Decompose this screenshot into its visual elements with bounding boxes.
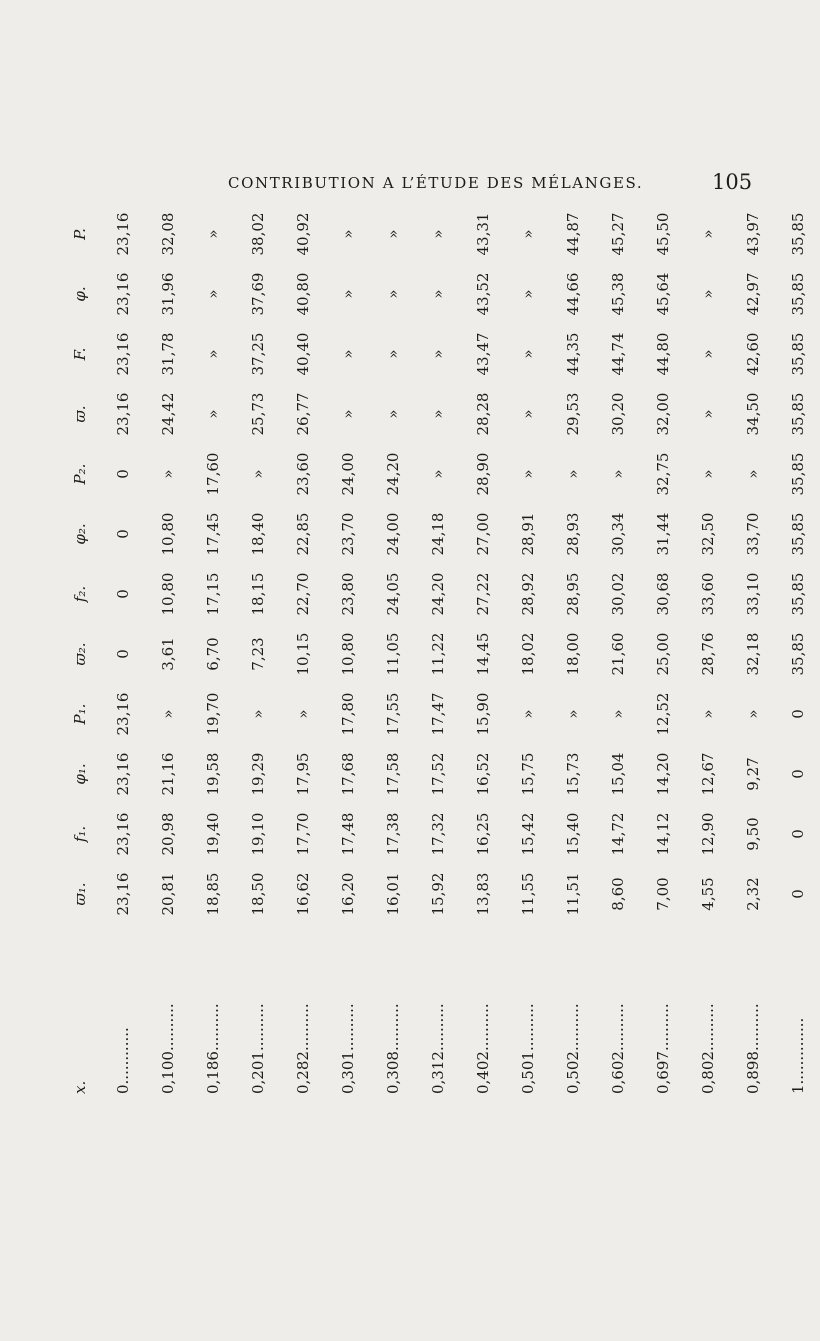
table-cell: 17,55	[383, 692, 402, 736]
table-cell: 45,27	[608, 212, 627, 256]
data-table	[60, 198, 807, 1098]
table-row	[325, 198, 370, 1098]
table-cell: 12,52	[653, 692, 672, 736]
table-cell: 23,80	[338, 572, 357, 616]
table-header-row	[60, 198, 100, 1098]
table-cell: »	[338, 409, 357, 419]
table-cell: 23,16	[113, 212, 132, 256]
table-cell: 22,70	[293, 572, 312, 616]
table-cell: 24,20	[383, 452, 402, 496]
row-label: 1..............	[788, 1017, 807, 1094]
column-header: F.	[71, 347, 89, 361]
table-cell: 15,92	[428, 872, 447, 916]
row-label: 0,402..........	[473, 1003, 492, 1094]
table-row	[370, 198, 415, 1098]
table-cell: 18,40	[248, 512, 267, 556]
table-cell: 32,08	[158, 212, 177, 256]
table-cell: 29,53	[563, 392, 582, 436]
table-cell: 16,62	[293, 872, 312, 916]
table-cell: 16,25	[473, 812, 492, 856]
table-cell: 27,00	[473, 512, 492, 556]
table-cell: 24,00	[383, 512, 402, 556]
table-cell: »	[248, 469, 267, 479]
table-row	[100, 198, 145, 1098]
row-label: 0,201..........	[248, 1003, 267, 1094]
table-cell: 45,38	[608, 272, 627, 316]
table-row	[595, 198, 640, 1098]
table-cell: 40,92	[293, 212, 312, 256]
table-cell: 44,74	[608, 332, 627, 376]
row-label: 0,697..........	[653, 1003, 672, 1094]
table-cell: 24,05	[383, 572, 402, 616]
table-cell: »	[293, 709, 312, 719]
table-cell: 18,02	[518, 632, 537, 676]
table-cell: 28,76	[698, 632, 717, 676]
table-row	[415, 198, 460, 1098]
table-cell: »	[338, 289, 357, 299]
table-cell: 9,50	[743, 817, 762, 851]
table-cell: 17,80	[338, 692, 357, 736]
table-cell: 30,20	[608, 392, 627, 436]
table-cell: »	[428, 409, 447, 419]
table-cell: 26,77	[293, 392, 312, 436]
table-cell: 43,97	[743, 212, 762, 256]
column-header: ϖ₁.	[71, 882, 89, 906]
table-cell: »	[158, 469, 177, 479]
table-cell: 19,10	[248, 812, 267, 856]
table-cell: 28,92	[518, 572, 537, 616]
row-label: 0,308..........	[383, 1003, 402, 1094]
table-cell: 43,47	[473, 332, 492, 376]
table-cell: 35,85	[788, 272, 807, 316]
column-header: P₂.	[71, 463, 89, 485]
table-cell: 4,55	[698, 877, 717, 911]
table-cell: »	[608, 709, 627, 719]
table-cell: 19,70	[203, 692, 222, 736]
table-row	[460, 198, 505, 1098]
table-cell: »	[698, 709, 717, 719]
table-cell: 43,52	[473, 272, 492, 316]
table-cell: 17,60	[203, 452, 222, 496]
table-cell: 17,45	[203, 512, 222, 556]
table-cell: »	[203, 349, 222, 359]
table-cell: 35,85	[788, 632, 807, 676]
running-title: CONTRIBUTION A L’ÉTUDE DES MÉLANGES.	[228, 174, 644, 192]
table-cell: 17,48	[338, 812, 357, 856]
table-cell: 24,42	[158, 392, 177, 436]
table-cell: 16,01	[383, 872, 402, 916]
table-cell: »	[518, 229, 537, 239]
table-cell: 28,95	[563, 572, 582, 616]
table-cell: 11,51	[563, 872, 582, 916]
table-cell: 24,20	[428, 572, 447, 616]
row-label: 0,501..........	[518, 1003, 537, 1094]
table-cell: »	[203, 289, 222, 299]
table-cell: 15,90	[473, 692, 492, 736]
row-label: 0,186..........	[203, 1003, 222, 1094]
table-cell: 19,58	[203, 752, 222, 796]
row-label: 0,602..........	[608, 1003, 627, 1094]
table-cell: 31,44	[653, 512, 672, 556]
table-cell: 28,91	[518, 512, 537, 556]
table-cell: »	[383, 229, 402, 239]
table-cell: 45,50	[653, 212, 672, 256]
table-cell: 0	[113, 649, 132, 659]
table-cell: 17,58	[383, 752, 402, 796]
table-row	[550, 198, 595, 1098]
table-cell: »	[698, 349, 717, 359]
table-cell: 42,97	[743, 272, 762, 316]
table-cell: »	[518, 289, 537, 299]
table-cell: 32,00	[653, 392, 672, 436]
table-cell: »	[338, 349, 357, 359]
table-cell: 7,23	[248, 637, 267, 671]
table-cell: 43,31	[473, 212, 492, 256]
table-cell: 23,16	[113, 872, 132, 916]
table-cell: »	[743, 709, 762, 719]
page-header	[0, 170, 800, 200]
table-cell: 0	[788, 769, 807, 779]
table-cell: 35,85	[788, 392, 807, 436]
table-cell: 35,85	[788, 572, 807, 616]
table-cell: 28,93	[563, 512, 582, 556]
table-cell: »	[518, 409, 537, 419]
table-row	[640, 198, 685, 1098]
table-cell: »	[428, 469, 447, 479]
table-cell: »	[518, 709, 537, 719]
row-label: 0............	[113, 1027, 132, 1094]
table-cell: »	[383, 289, 402, 299]
table-cell: »	[158, 709, 177, 719]
table-cell: 19,40	[203, 812, 222, 856]
table-cell: »	[608, 469, 627, 479]
column-header: P.	[71, 228, 89, 240]
table-cell: 20,98	[158, 812, 177, 856]
table-cell: 38,02	[248, 212, 267, 256]
table-cell: 28,28	[473, 392, 492, 436]
column-header: P₁.	[71, 703, 89, 725]
table-cell: »	[743, 469, 762, 479]
table-cell: 17,15	[203, 572, 222, 616]
table-row	[145, 198, 190, 1098]
table-cell: 12,67	[698, 752, 717, 796]
table-cell: 33,10	[743, 572, 762, 616]
table-cell: 40,40	[293, 332, 312, 376]
table-cell: »	[383, 349, 402, 359]
table-cell: »	[563, 469, 582, 479]
table-cell: 30,68	[653, 572, 672, 616]
table-cell: 23,16	[113, 272, 132, 316]
table-cell: 6,70	[203, 637, 222, 671]
row-label: 0,802..........	[698, 1003, 717, 1094]
table-cell: 31,96	[158, 272, 177, 316]
table-cell: 45,64	[653, 272, 672, 316]
table-cell: 18,15	[248, 572, 267, 616]
table-cell: 8,60	[608, 877, 627, 911]
table-cell: 14,45	[473, 632, 492, 676]
table-cell: 30,34	[608, 512, 627, 556]
table-row	[280, 198, 325, 1098]
table-cell: 13,83	[473, 872, 492, 916]
table-cell: »	[203, 409, 222, 419]
table-cell: 35,85	[788, 512, 807, 556]
table-cell: 37,69	[248, 272, 267, 316]
table-cell: »	[428, 289, 447, 299]
table-cell: 40,80	[293, 272, 312, 316]
table-cell: 16,52	[473, 752, 492, 796]
row-label: 0,282..........	[293, 1003, 312, 1094]
table-cell: 21,16	[158, 752, 177, 796]
table-cell: 20,81	[158, 872, 177, 916]
table-cell: 22,85	[293, 512, 312, 556]
table-cell: 24,18	[428, 512, 447, 556]
table-cell: 23,60	[293, 452, 312, 496]
table-cell: 10,15	[293, 632, 312, 676]
table-cell: 23,16	[113, 692, 132, 736]
table-cell: »	[698, 289, 717, 299]
table-cell: 0	[788, 709, 807, 719]
column-header: x.	[71, 1080, 89, 1094]
table-cell: 18,50	[248, 872, 267, 916]
row-label: 0,301..........	[338, 1003, 357, 1094]
table-cell: 30,02	[608, 572, 627, 616]
table-body	[100, 198, 820, 1098]
table-cell: 17,68	[338, 752, 357, 796]
table-cell: 33,60	[698, 572, 717, 616]
table-cell: 2,32	[743, 877, 762, 911]
table-cell: 0	[788, 889, 807, 899]
table-cell: 11,05	[383, 632, 402, 676]
table-cell: »	[383, 409, 402, 419]
table-cell: 0	[788, 829, 807, 839]
table-cell: 18,85	[203, 872, 222, 916]
row-label: 0,898..........	[743, 1003, 762, 1094]
column-header: φ₁.	[71, 763, 89, 785]
table-cell: 17,95	[293, 752, 312, 796]
table-cell: 15,73	[563, 752, 582, 796]
page-number: 105	[712, 170, 753, 194]
table-row	[775, 198, 820, 1098]
table-cell: 3,61	[158, 637, 177, 671]
table-cell: 25,73	[248, 392, 267, 436]
table-cell: 17,47	[428, 692, 447, 736]
table-cell: 23,16	[113, 392, 132, 436]
row-label: 0,312..........	[428, 1003, 447, 1094]
table-cell: 24,00	[338, 452, 357, 496]
table-cell: 23,16	[113, 752, 132, 796]
table-cell: 17,38	[383, 812, 402, 856]
table-cell: 15,40	[563, 812, 582, 856]
table-cell: 0	[113, 589, 132, 599]
table-cell: 14,72	[608, 812, 627, 856]
column-header: φ₂.	[71, 523, 89, 545]
table-cell: 0	[113, 469, 132, 479]
table-cell: 44,80	[653, 332, 672, 376]
table-cell: 10,80	[158, 572, 177, 616]
table-cell: 35,85	[788, 452, 807, 496]
table-cell: »	[203, 229, 222, 239]
column-header: f₁.	[71, 825, 89, 843]
table-cell: »	[698, 229, 717, 239]
table-cell: 11,55	[518, 872, 537, 916]
column-header: ϖ.	[71, 405, 89, 423]
table-cell: »	[248, 709, 267, 719]
table-cell: 33,70	[743, 512, 762, 556]
table-cell: 34,50	[743, 392, 762, 436]
table-cell: 37,25	[248, 332, 267, 376]
table-cell: 32,18	[743, 632, 762, 676]
table-cell: 14,12	[653, 812, 672, 856]
table-cell: »	[428, 349, 447, 359]
table-cell: 44,87	[563, 212, 582, 256]
table-cell: »	[338, 229, 357, 239]
table-cell: 7,00	[653, 877, 672, 911]
row-label: 0,100..........	[158, 1003, 177, 1094]
table-cell: 32,50	[698, 512, 717, 556]
table-cell: 15,75	[518, 752, 537, 796]
table-row	[505, 198, 550, 1098]
table-cell: 17,32	[428, 812, 447, 856]
table-cell: 9,27	[743, 757, 762, 791]
table-row	[235, 198, 280, 1098]
table-cell: »	[428, 229, 447, 239]
table-cell: 28,90	[473, 452, 492, 496]
table-cell: 17,70	[293, 812, 312, 856]
table-cell: 14,20	[653, 752, 672, 796]
table-cell: 0	[113, 529, 132, 539]
table-cell: 23,16	[113, 812, 132, 856]
table-cell: »	[698, 409, 717, 419]
column-header: f₂.	[71, 585, 89, 603]
table-cell: 10,80	[338, 632, 357, 676]
column-header: ϖ₂.	[71, 642, 89, 666]
table-cell: 23,16	[113, 332, 132, 376]
table-cell: 19,29	[248, 752, 267, 796]
table-row	[730, 198, 775, 1098]
table-cell: 42,60	[743, 332, 762, 376]
table-cell: 44,66	[563, 272, 582, 316]
table-row	[685, 198, 730, 1098]
table-cell: 10,80	[158, 512, 177, 556]
table-cell: 25,00	[653, 632, 672, 676]
table-cell: 18,00	[563, 632, 582, 676]
table-cell: 31,78	[158, 332, 177, 376]
table-cell: 35,85	[788, 332, 807, 376]
table-cell: 44,35	[563, 332, 582, 376]
table-row	[190, 198, 235, 1098]
table-cell: 27,22	[473, 572, 492, 616]
table-cell: 32,75	[653, 452, 672, 496]
table-cell: »	[698, 469, 717, 479]
table-cell: 12,90	[698, 812, 717, 856]
table-cell: 23,70	[338, 512, 357, 556]
table-cell: 15,04	[608, 752, 627, 796]
table-cell: 35,85	[788, 212, 807, 256]
table-cell: »	[518, 469, 537, 479]
table-cell: 11,22	[428, 632, 447, 676]
table-cell: 15,42	[518, 812, 537, 856]
row-label: 0,502..........	[563, 1003, 582, 1094]
table-cell: »	[563, 709, 582, 719]
table-cell: 16,20	[338, 872, 357, 916]
column-header: φ.	[71, 286, 89, 302]
table-cell: 21,60	[608, 632, 627, 676]
table-cell: »	[518, 349, 537, 359]
table-cell: 17,52	[428, 752, 447, 796]
